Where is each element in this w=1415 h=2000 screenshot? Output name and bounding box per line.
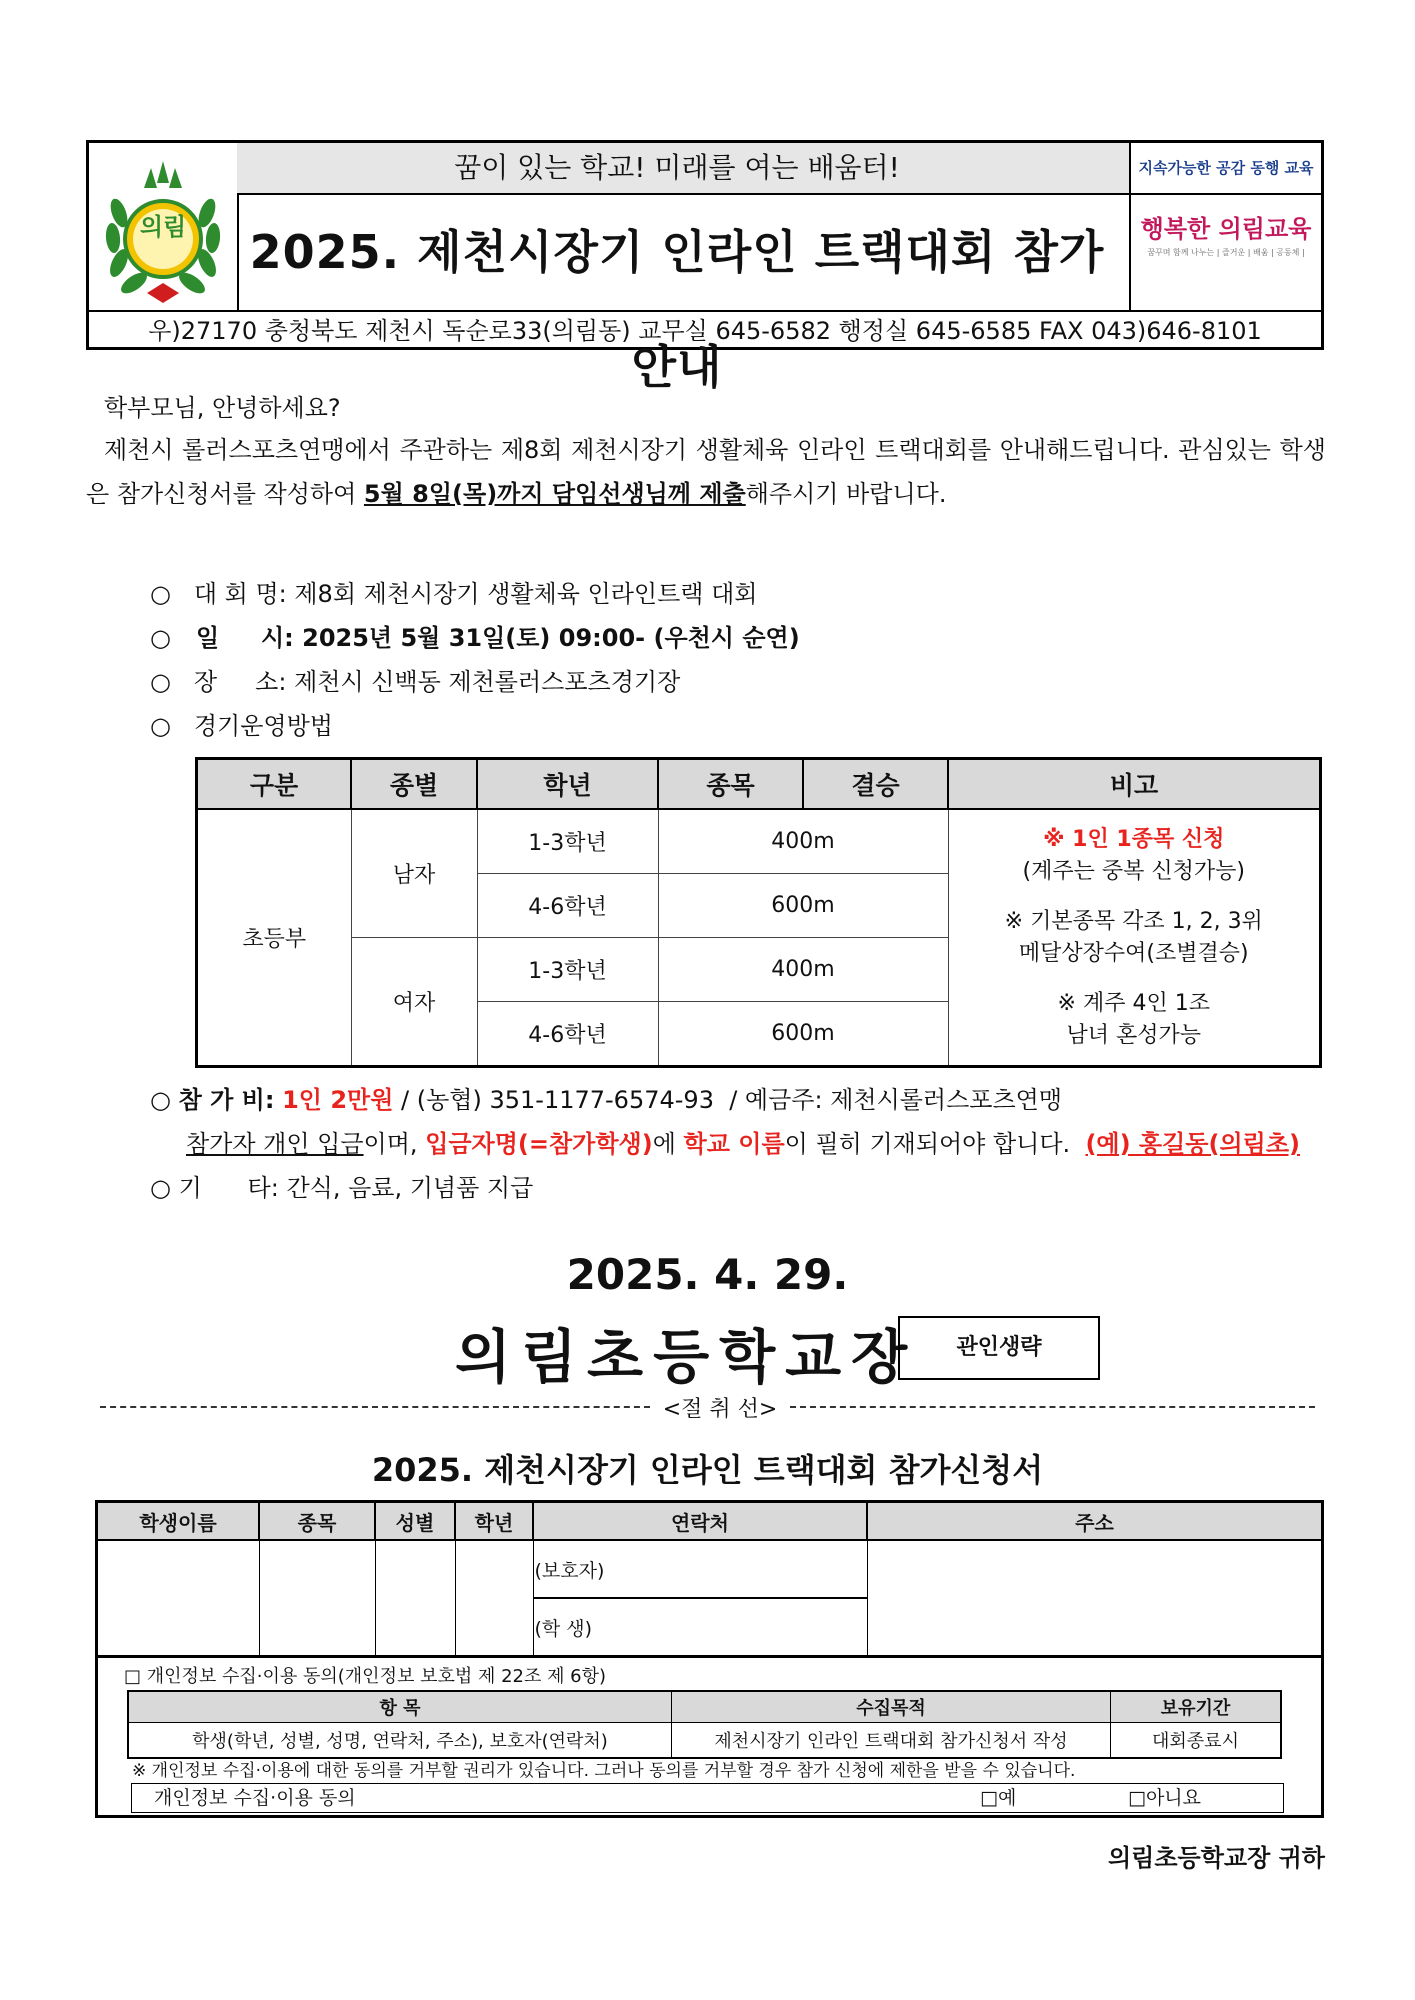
issue-date: 2025. 4. 29.	[566, 1250, 849, 1299]
note-medal-a: ※ 기본종목 각조 1, 2, 3위	[1004, 908, 1263, 934]
school-emblem-icon	[89, 143, 237, 310]
consent-item: 학생(학년, 성별, 성명, 연락처, 주소), 보호자(연락처)	[128, 1723, 672, 1759]
gender-female: 여자	[351, 938, 477, 1067]
col-event: 종목	[259, 1502, 375, 1541]
cut-line-right	[790, 1406, 1315, 1408]
cut-line-label: <절 취 선>	[662, 1397, 778, 1422]
school-motto: 꿈이 있는 학교! 미래를 여는 배움터!	[454, 151, 900, 184]
letterhead	[86, 140, 1324, 394]
col-student-name: 학생이름	[97, 1502, 260, 1541]
fee-row: ○ 참 가 비: 1인 2만원 / (농협) 351-1177-6574-93 / 예금주: 제천시롤러스포츠연맹	[150, 1086, 1063, 1114]
info-date-row: ○ 일 시: 2025년 5월 31일(토) 09:00- (우천시 순연)	[150, 624, 800, 652]
fee-instruction: 참가자 개인 입금이며, 입금자명(=참가학생)에 학교 이름이 필히 기재되어야 합니다. (예) 홍길동(의림초)	[186, 1130, 1300, 1158]
note-medal-b: 메달상장수여(조별결승)	[1018, 940, 1249, 966]
addressee: 의림초등학교장 귀하	[1107, 1844, 1325, 1872]
note-relay-b: 남녀 혼성가능	[1066, 1022, 1201, 1048]
event-cell: 400m	[658, 809, 948, 874]
info-method-row: ○ 경기운영방법	[150, 712, 333, 740]
division-cell: 초등부	[197, 809, 352, 1067]
student-contact-input[interactable]: (학 생)	[533, 1598, 867, 1657]
address-input[interactable]	[867, 1540, 1323, 1657]
badge-cell	[1129, 143, 1321, 310]
grade-cell: 4-6학년	[477, 874, 658, 938]
col-address: 주소	[867, 1502, 1323, 1541]
seal-omitted: 관인생략	[898, 1316, 1100, 1380]
happy-education-subtitle: 꿈꾸며 함께 나누는 | 즐거운 | 배움 | 공동체 |	[1147, 248, 1305, 257]
competition-table	[195, 757, 1322, 1068]
consent-period: 대회종료시	[1111, 1723, 1282, 1759]
event-cell: 600m	[658, 874, 948, 938]
note-one-event: ※ 1인 1종목 신청	[1043, 826, 1225, 852]
logo-text: 의림	[139, 213, 187, 241]
application-title: 2025. 제천시장기 인라인 트랙대회 참가신청서	[371, 1451, 1044, 1489]
event-cell: 400m	[658, 938, 948, 1002]
note-cell	[948, 809, 1321, 1067]
grade-cell: 4-6학년	[477, 1002, 658, 1067]
info-place-row: ○ 장 소: 제천시 신백동 제천롤러스포츠경기장	[150, 668, 681, 696]
consent-agree-label: 개인정보 수집·이용 동의	[154, 1787, 356, 1809]
gender-male: 남자	[351, 809, 477, 938]
letter-body-end: 해주시기 바랍니다.	[745, 480, 947, 508]
happy-education-badge: 행복한 의림교육	[1140, 215, 1312, 243]
fee-amount: 1인 2만원	[282, 1086, 394, 1114]
consent-table	[127, 1690, 1282, 1759]
application-table	[95, 1500, 1324, 1658]
guardian-contact-input[interactable]: (보호자)	[533, 1540, 867, 1598]
note-relay-a: ※ 계주 4인 1조	[1057, 990, 1210, 1016]
col-note: 비고	[948, 759, 1321, 810]
col-final: 결승	[803, 759, 948, 810]
col-grade: 학년	[477, 759, 658, 810]
col-event: 종목	[658, 759, 803, 810]
col-category: 종별	[351, 759, 477, 810]
consent-title: □ 개인정보 수집·이용 동의(개인정보 보호법 제 22조 제 6항)	[124, 1666, 607, 1687]
student-name-input[interactable]	[97, 1540, 260, 1657]
deadline-emphasis: 5월 8일(목)까지 담임선생님께 제출	[363, 480, 746, 508]
consent-no-checkbox[interactable]: □아니요	[1128, 1787, 1202, 1809]
event-cell: 600m	[658, 1002, 948, 1067]
sustainable-education-badge: 지속가능한 공감 동행 교육	[1131, 143, 1321, 195]
letter-body-text: 제천시 롤러스포츠연맹에서 주관하는 제8회 제천시장기 생활체육 인라인 트랙대회를 안내해드립니다. 관심있는 학생은 참가신청서를 작성하여	[86, 436, 1326, 508]
consent-col-item: 항 목	[128, 1691, 672, 1723]
consent-col-purpose: 수집목적	[672, 1691, 1111, 1723]
consent-yes-checkbox[interactable]: □예	[980, 1787, 1017, 1809]
consent-purpose: 제천시장기 인라인 트랙대회 참가신청서 작성	[672, 1723, 1111, 1759]
event-input[interactable]	[259, 1540, 375, 1657]
letter-body	[86, 428, 1326, 516]
gender-input[interactable]	[375, 1540, 455, 1657]
fee-example: (예) 홍길동(의림초)	[1085, 1130, 1300, 1158]
col-grade: 학년	[455, 1502, 533, 1541]
grade-cell: 1-3학년	[477, 809, 658, 874]
col-contact: 연락처	[533, 1502, 867, 1541]
school-logo-cell	[89, 143, 239, 310]
cut-line-left	[100, 1406, 650, 1408]
consent-agree-row	[131, 1783, 1284, 1813]
grade-cell: 1-3학년	[477, 938, 658, 1002]
school-address: 우)27170 충청북도 제천시 독순로33(의림동) 교무실 645-6582 행정실 645-6585 FAX 043)646-8101	[89, 310, 1321, 352]
consent-col-period: 보유기간	[1111, 1691, 1282, 1723]
col-division: 구분	[197, 759, 352, 810]
etc-row: ○ 기 타: 간식, 음료, 기념품 지급	[150, 1174, 534, 1202]
col-gender: 성별	[375, 1502, 455, 1541]
consent-notice: ※ 개인정보 수집·이용에 대한 동의를 거부할 권리가 있습니다. 그러나 동의를 거부할 경우 참가 신청에 제한을 받을 수 있습니다.	[132, 1761, 1076, 1781]
note-relay-duplicate: (계주는 중복 신청가능)	[1022, 858, 1245, 884]
greeting: 학부모님, 안녕하세요?	[104, 394, 341, 422]
grade-input[interactable]	[455, 1540, 533, 1657]
principal-name: 의림초등학교장	[455, 1323, 918, 1391]
page-title: 2025. 제천시장기 인라인 트랙대회 참가 안내	[249, 225, 1105, 394]
info-name-row: ○ 대 회 명: 제8회 제천시장기 생활체육 인라인트랙 대회	[150, 580, 758, 608]
